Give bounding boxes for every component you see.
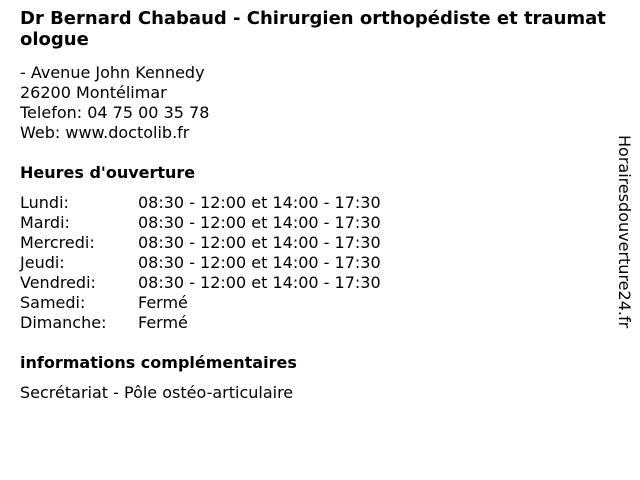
day-label: Mercredi:	[20, 233, 95, 252]
time-value: 08:30 - 12:00 et 14:00 - 17:30	[138, 273, 381, 292]
day-label: Jeudi:	[20, 253, 65, 272]
time-value: 08:30 - 12:00 et 14:00 - 17:30	[138, 233, 381, 252]
time-value: Fermé	[138, 313, 188, 332]
site-watermark: Horairesdouverture24.fr	[615, 135, 634, 329]
listing-card	[20, 8, 620, 403]
hours-row	[20, 233, 620, 253]
time-value: 08:30 - 12:00 et 14:00 - 17:30	[138, 253, 381, 272]
address-block	[20, 63, 620, 143]
city-line: 26200 Montélimar	[20, 83, 167, 102]
hours-row	[20, 213, 620, 233]
hours-row	[20, 293, 620, 313]
time-value: 08:30 - 12:00 et 14:00 - 17:30	[138, 213, 381, 232]
day-label: Vendredi:	[20, 273, 96, 292]
day-label: Lundi:	[20, 193, 69, 212]
street-line: - Avenue John Kennedy	[20, 63, 205, 82]
web-line: Web: www.doctolib.fr	[20, 123, 190, 142]
day-label: Mardi:	[20, 213, 70, 232]
time-value: Fermé	[138, 293, 188, 312]
hours-table	[20, 193, 620, 333]
info-text: Secrétariat - Pôle ostéo-articulaire	[20, 383, 294, 402]
hours-row	[20, 253, 620, 273]
hours-row	[20, 313, 620, 333]
time-value: 08:30 - 12:00 et 14:00 - 17:30	[138, 193, 381, 212]
hours-row	[20, 193, 620, 213]
page-title: Dr Bernard Chabaud - Chirurgien orthopédiste et traumatologue	[20, 8, 606, 50]
hours-row	[20, 273, 620, 293]
day-label: Samedi:	[20, 293, 86, 312]
hours-heading: Heures d'ouverture	[20, 163, 196, 182]
info-heading: informations complémentaires	[20, 353, 297, 372]
phone-line: Telefon: 04 75 00 35 78	[20, 103, 210, 122]
day-label: Dimanche:	[20, 313, 107, 332]
